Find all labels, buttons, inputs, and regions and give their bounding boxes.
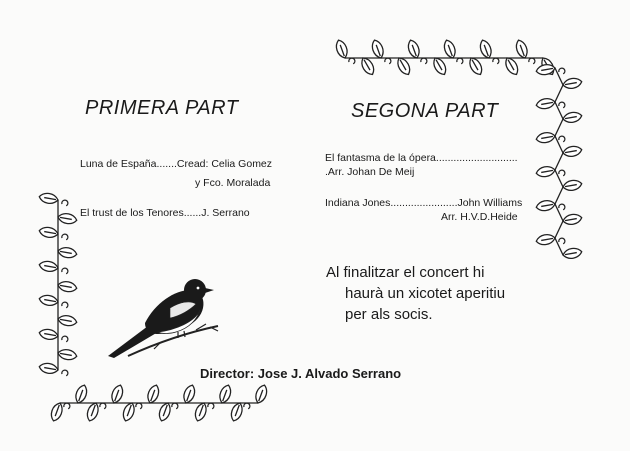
aperitiu-note-line1: Al finalitzar el concert hi <box>326 264 485 281</box>
program-item-trust: El trust de los Tenores......J. Serrano <box>80 207 250 219</box>
aperitiu-note-line3: per als socis. <box>345 306 433 323</box>
primera-part-title: PRIMERA PART <box>85 97 239 119</box>
segona-part-title: SEGONA PART <box>351 100 499 122</box>
program-item-luna-line1: Luna de España.......Cread: Celia Gomez <box>80 158 273 170</box>
aperitiu-note-line2: haurà un xicotet aperitiu <box>345 285 506 302</box>
director-credit: Director: Jose J. Alvado Serrano <box>200 366 402 381</box>
bird-illustration <box>100 268 225 363</box>
program-item-fantasma-line1: El fantasma de la ópera............................ <box>325 152 518 164</box>
program-item-fantasma-line2: .Arr. Johan De Meij <box>325 166 415 178</box>
program-item-indiana-line2: Arr. H.V.D.Heide <box>441 211 518 223</box>
program-item-indiana-line1: Indiana Jones.......................John Williams <box>325 197 523 209</box>
program-item-luna-line2: y Fco. Moralada <box>195 177 271 189</box>
